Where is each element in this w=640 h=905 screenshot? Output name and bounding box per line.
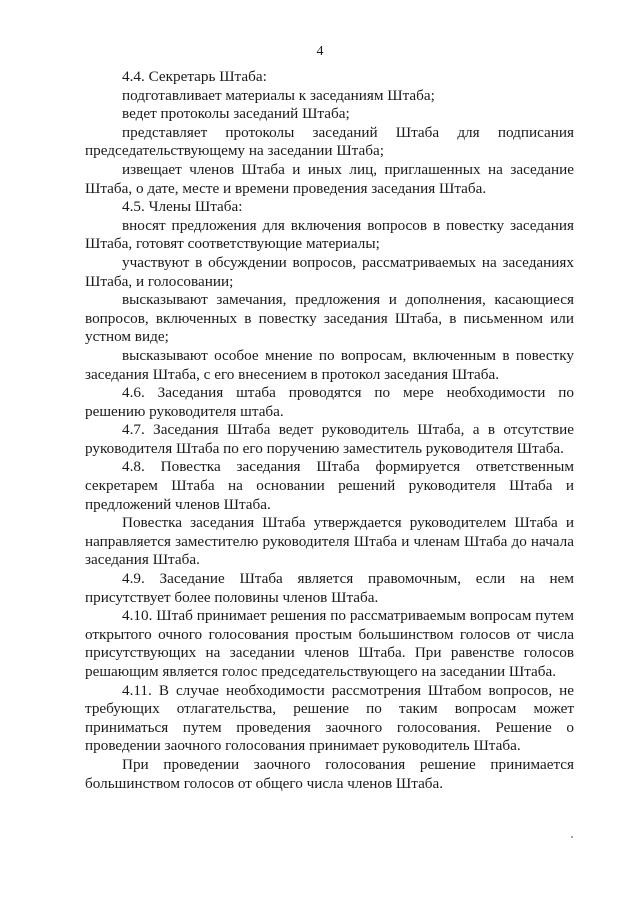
clause-4-8: 4.8. Повестка заседания Штаба формируется ответственным секретарем Штаба на основании решений руководителя Штаба и предложений членов Штаба. bbox=[85, 458, 574, 513]
paragraph: Повестка заседания Штаба утверждается руководителем Штаба и направляется заместителю руководителя Штаба и членам Штаба до начала заседания Штаба. bbox=[85, 514, 574, 569]
section-heading-4-4: 4.4. Секретарь Штаба: bbox=[122, 68, 267, 85]
paragraph: представляет протоколы заседаний Штаба для подписания председательствующему на заседании Штаба; bbox=[85, 123, 574, 160]
paragraph: участвуют в обсуждении вопросов, рассматриваемых на заседаниях Штаба, и голосовании; bbox=[85, 253, 574, 290]
clause-4-9: 4.9. Заседание Штаба является правомочным, если на нем присутствует более половины членов Штаба. bbox=[85, 570, 574, 606]
paragraph: При проведении заочного голосования решение принимается большинством голосов от общего числа членов Штаба. bbox=[85, 755, 574, 792]
page-number: 4 bbox=[316, 44, 324, 59]
clause-4-11: 4.11. В случае необходимости рассмотрения Штабом вопросов, не требующих отлагательства, решение по таким вопросам может приниматься путем проведения заочного голосования. Решение о проведении заочного голосования принимает руководитель Штаба. bbox=[85, 681, 574, 755]
paragraph: высказывают замечания, предложения и дополнения, касающиеся вопросов, включенных в повестку заседания Штаба, в письменном или устном виде; bbox=[85, 291, 574, 346]
paragraph: подготавливает материалы к заседаниям Штаба; bbox=[122, 86, 435, 104]
paragraph: вносят предложения для включения вопросов в повестку заседания Штаба, готовят соответствующие материалы; bbox=[85, 216, 574, 253]
paragraph: высказывают особое мнение по вопросам, включенным в повестку заседания Штаба, с его внесением в протокол заседания Штаба. bbox=[85, 346, 574, 383]
section-heading-4-5: 4.5. Члены Штаба: bbox=[122, 198, 243, 216]
document-body bbox=[85, 68, 574, 793]
paragraph: извещает членов Штаба и иных лиц, приглашенных на заседание Штаба, о дате, месте и времени проведения заседания Штаба. bbox=[85, 160, 574, 197]
scan-speck bbox=[571, 836, 573, 838]
clause-4-10: 4.10. Штаб принимает решения по рассматриваемым вопросам путем открытого очного голосования простым большинством голосов от числа присутствующих на заседании членов Штаба. При равенстве голосов решающим является голос председательствующего на заседании Штаба. bbox=[85, 607, 574, 680]
clause-4-6: 4.6. Заседания штаба проводятся по мере необходимости по решению руководителя штаба. bbox=[85, 384, 574, 420]
clause-4-7: 4.7. Заседания Штаба ведет руководитель Штаба, а в отсутствие руководителя Штаба по его поручению заместитель руководителя Штаба. bbox=[85, 421, 574, 457]
paragraph: ведет протоколы заседаний Штаба; bbox=[122, 105, 350, 123]
